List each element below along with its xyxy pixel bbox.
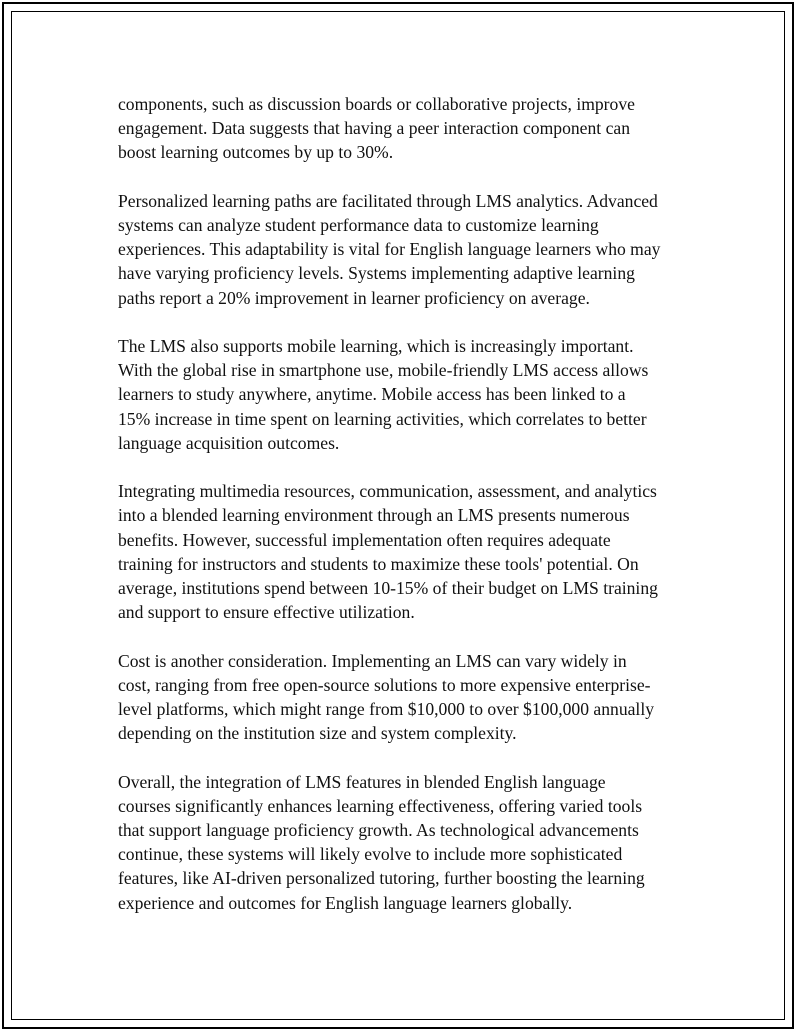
paragraph-conclusion: Overall, the integration of LMS features in blended English language courses significantly enhances learning effectiveness, offering varied tools that support language proficiency growth. As technological advancements continue, these systems will likely evolve to include more sophisticated features, like AI-driven personalized tutoring, further boosting the learning experience and outcomes for English language learners globally. bbox=[118, 771, 645, 913]
document-body bbox=[118, 92, 688, 939]
paragraph-mobile-learning: The LMS also supports mobile learning, which is increasingly important. With the global rise in smartphone use, mobile-friendly LMS access allows learners to study anywhere, anytime. Mobile access has been linked to a 15% increase in time spent on learning activities, which correlates to better language acquisition outcomes. bbox=[118, 336, 649, 453]
paragraph-personalized-learning: Personalized learning paths are facilitated through LMS analytics. Advanced systems can analyze student performance data to customize learning experiences. This adaptability is vital for English language learners who may have varying proficiency levels. Systems implementing adaptive learning paths report a 20% improvement in learner proficiency on average. bbox=[118, 190, 661, 308]
paragraph-cost: Cost is another consideration. Implementing an LMS can vary widely in cost, ranging from free open-source solutions to more expensive enterprise- level platforms, which might range from $10,000 to over $100,000 annually depending on the institution size and system complexity. bbox=[118, 650, 655, 744]
paragraph-integration-benefits: Integrating multimedia resources, communication, assessment, and analytics into a blended learning environment through an LMS presents numerous benefits. However, successful implementation often requires adequate training for instructors and students to maximize these tools' potential. On average, institutions spend between 10-15% of their budget on LMS training and support to ensure effective utilization. bbox=[118, 481, 658, 623]
paragraph-peer-interaction: components, such as discussion boards or collaborative projects, improve engagement. Data suggests that having a peer interaction component can boost learning outcomes by up to 30%. bbox=[118, 94, 635, 163]
